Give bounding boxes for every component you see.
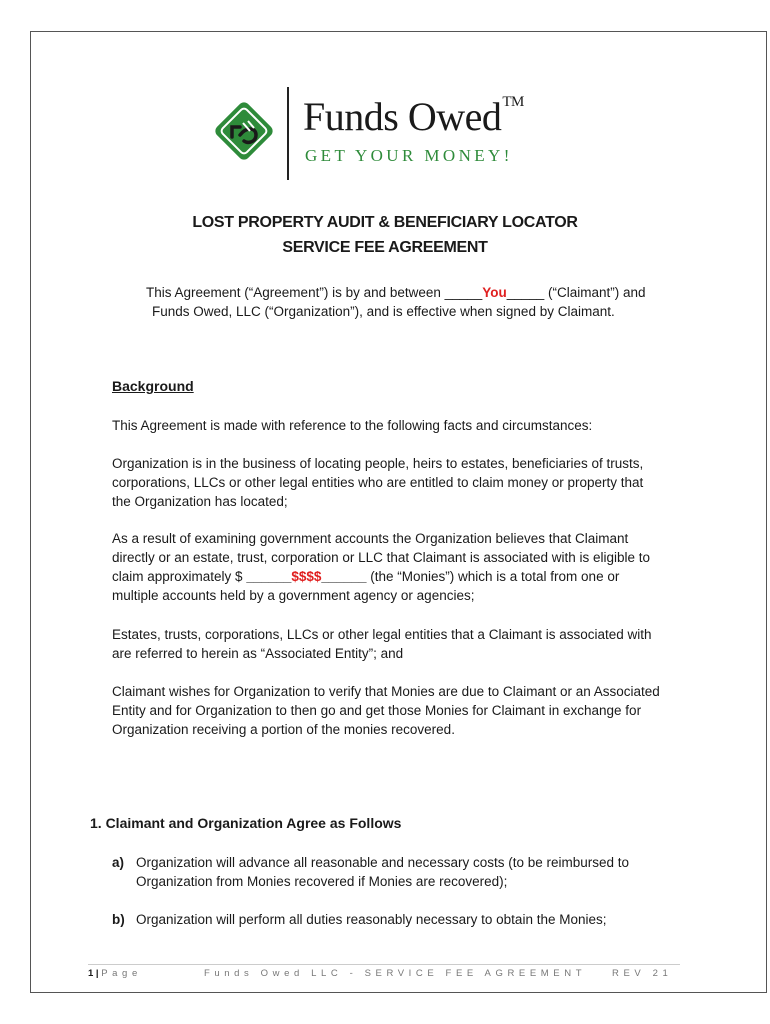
logo-wordmark: Funds Owed™ — [303, 94, 524, 139]
footer-document-name: Funds Owed LLC - SERVICE FEE AGREEMENT — [204, 968, 587, 979]
document-title-line1: LOST PROPERTY AUDIT & BENEFICIARY LOCATOR — [192, 214, 578, 231]
trademark-symbol: TM — [502, 94, 524, 110]
section-1-heading: 1. Claimant and Organization Agree as Follows — [90, 815, 402, 831]
list-item-label: a) — [112, 855, 125, 870]
background-paragraph-4: Estates, trusts, corporations, LLCs or other legal entities that a Claimant is associated with are referred to herein as “Associated Entity”; and — [112, 627, 652, 661]
background-paragraph-3: As a result of examining government accounts the Organization believes that Claimant directly or an estate, trust, corporation or LLC that Claimant is associated with is eligible to claim approximately $ ______$$$$______ (the “Monies”) which is a total from one or multiple accounts held by a government agency or agencies; — [112, 531, 651, 603]
background-heading: Background — [112, 378, 194, 394]
footer-page-number: 1 | Page — [88, 968, 142, 979]
background-paragraph-5: Claimant wishes for Organization to verify that Monies are due to Claimant or an Associated Entity and for Organization to then go and get those Monies for Claimant in exchange for Organization receiving a portion of the monies recovered. — [112, 684, 660, 737]
company-logo — [210, 87, 570, 182]
funds-owed-logo-icon — [210, 97, 278, 165]
claimant-blank-left: _____ — [444, 285, 483, 300]
claimant-name-field[interactable]: You — [482, 285, 507, 300]
logo-divider — [287, 87, 289, 180]
background-paragraph-1: This Agreement is made with reference to the following facts and circumstances: — [112, 418, 593, 433]
footer-divider — [88, 964, 680, 965]
claim-amount-field[interactable]: $$$$ — [291, 569, 322, 584]
claimant-blank-right: _____ — [506, 285, 545, 300]
list-item-label: b) — [112, 912, 125, 927]
footer-revision: REV 21 — [612, 968, 673, 979]
background-paragraph-2: Organization is in the business of locating people, heirs to estates, beneficiaries of trusts, corporations, LLCs or other legal entities who are entitled to claim money or property that the Organization has located; — [112, 456, 644, 509]
document-title-line2: SERVICE FEE AGREEMENT — [282, 239, 488, 256]
amount-blank-left: ______ — [246, 569, 292, 584]
amount-blank-right: ______ — [321, 569, 367, 584]
intro-line2: Funds Owed, LLC (“Organization”), and is effective when signed by Claimant. — [152, 304, 615, 319]
intro-line1: This Agreement (“Agreement”) is by and between _____You_____ (“Claimant”) and — [146, 285, 646, 300]
logo-tagline: GET YOUR MONEY! — [305, 146, 513, 165]
